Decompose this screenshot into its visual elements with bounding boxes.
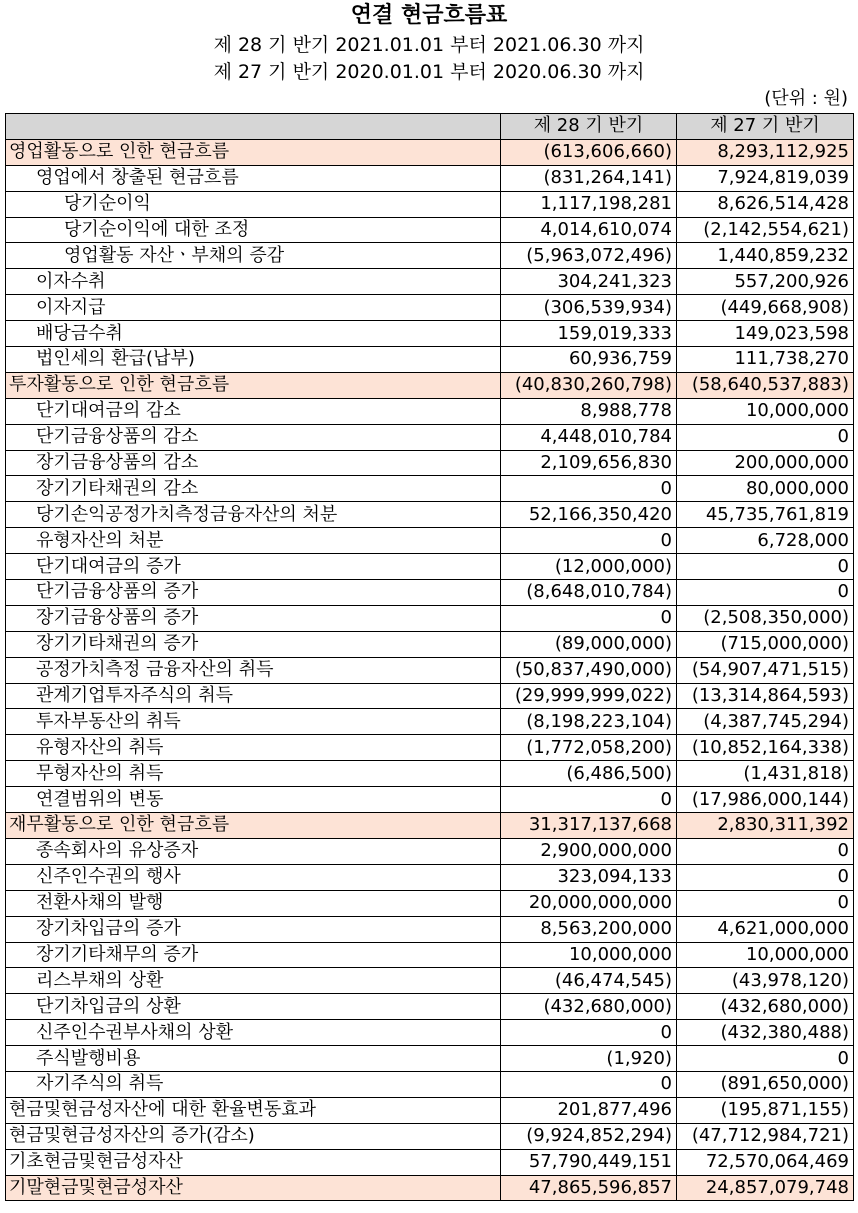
previous-period-amount: 0 — [677, 838, 854, 864]
row-label: 장기기타채무의 증가 — [6, 942, 501, 968]
current-period-amount: 4,448,010,784 — [501, 424, 677, 450]
previous-period-amount: 557,200,926 — [677, 269, 854, 295]
row-label: 신주인수권의 행사 — [6, 864, 501, 890]
row-label: 단기대여금의 감소 — [6, 398, 501, 424]
previous-period-amount: (4,387,745,294) — [677, 709, 854, 735]
previous-period-amount: 0 — [677, 1046, 854, 1072]
header-item — [6, 114, 501, 140]
row-label: 주식발행비용 — [6, 1046, 501, 1072]
current-period-amount: (89,000,000) — [501, 631, 677, 657]
table-row — [6, 217, 854, 243]
current-period-amount: 20,000,000,000 — [501, 890, 677, 916]
current-period-amount: 8,563,200,000 — [501, 916, 677, 942]
table-row — [6, 580, 854, 606]
previous-period-amount: (449,668,908) — [677, 295, 854, 321]
table-row — [6, 1046, 854, 1072]
previous-period-amount: (715,000,000) — [677, 631, 854, 657]
row-label: 공정가치측정 금융자산의 취득 — [6, 657, 501, 683]
table-row — [6, 631, 854, 657]
table-row — [6, 450, 854, 476]
current-period-amount: 0 — [501, 476, 677, 502]
current-period-amount: 10,000,000 — [501, 942, 677, 968]
row-label: 배당금수취 — [6, 321, 501, 347]
table-row — [6, 398, 854, 424]
previous-period-amount: 200,000,000 — [677, 450, 854, 476]
current-period-amount: (306,539,934) — [501, 295, 677, 321]
row-label: 현금및현금성자산의 증가(감소) — [6, 1123, 501, 1149]
previous-period-amount: (47,712,984,721) — [677, 1123, 854, 1149]
previous-period-amount: 7,924,819,039 — [677, 165, 854, 191]
row-label: 종속회사의 유상증자 — [6, 838, 501, 864]
row-label: 영업활동 자산ㆍ부채의 증감 — [6, 243, 501, 269]
table-row — [6, 554, 854, 580]
current-period-amount: 304,241,323 — [501, 269, 677, 295]
row-label: 기초현금및현금성자산 — [6, 1149, 501, 1175]
previous-period-amount: 0 — [677, 580, 854, 606]
section-row — [6, 813, 854, 839]
row-label: 연결범위의 변동 — [6, 787, 501, 813]
row-label: 신주인수권부사채의 상환 — [6, 1020, 501, 1046]
previous-period-amount: (432,680,000) — [677, 994, 854, 1020]
previous-period-amount: 8,293,112,925 — [677, 139, 854, 165]
previous-period-amount: 0 — [677, 554, 854, 580]
current-period-amount: (6,486,500) — [501, 761, 677, 787]
previous-period-amount: (2,142,554,621) — [677, 217, 854, 243]
previous-period-amount: 111,738,270 — [677, 347, 854, 373]
section-row — [6, 139, 854, 165]
current-period-amount: (1,772,058,200) — [501, 735, 677, 761]
current-period-amount: (831,264,141) — [501, 165, 677, 191]
current-period-amount: (8,198,223,104) — [501, 709, 677, 735]
previous-period-amount: (1,431,818) — [677, 761, 854, 787]
current-period-amount: 159,019,333 — [501, 321, 677, 347]
row-label: 투자활동으로 인한 현금흐름 — [6, 372, 501, 398]
row-label: 유형자산의 처분 — [6, 528, 501, 554]
table-row — [6, 424, 854, 450]
previous-period-amount: (58,640,537,883) — [677, 372, 854, 398]
row-label: 법인세의 환급(납부) — [6, 347, 501, 373]
row-label: 기말현금및현금성자산 — [6, 1175, 501, 1201]
previous-period-amount: 10,000,000 — [677, 398, 854, 424]
previous-period-amount: 24,857,079,748 — [677, 1175, 854, 1201]
table-row — [6, 476, 854, 502]
table-row — [6, 1097, 854, 1123]
table-row — [6, 321, 854, 347]
table-row — [6, 1123, 854, 1149]
current-period-amount: (50,837,490,000) — [501, 657, 677, 683]
previous-period-amount: 45,735,761,819 — [677, 502, 854, 528]
previous-period-amount: 1,440,859,232 — [677, 243, 854, 269]
previous-period-amount: 80,000,000 — [677, 476, 854, 502]
current-period-amount: 1,117,198,281 — [501, 191, 677, 217]
current-period-amount: (9,924,852,294) — [501, 1123, 677, 1149]
row-label: 단기차입금의 상환 — [6, 994, 501, 1020]
previous-period-amount: (2,508,350,000) — [677, 605, 854, 631]
table-row — [6, 1020, 854, 1046]
previous-period-amount: 0 — [677, 890, 854, 916]
section-row — [6, 1175, 854, 1201]
current-period-amount: (12,000,000) — [501, 554, 677, 580]
previous-period-amount: (17,986,000,144) — [677, 787, 854, 813]
row-label: 단기대여금의 증가 — [6, 554, 501, 580]
table-row — [6, 864, 854, 890]
current-period-amount: 0 — [501, 528, 677, 554]
row-label: 현금및현금성자산에 대한 환율변동효과 — [6, 1097, 501, 1123]
current-period-amount: 0 — [501, 1020, 677, 1046]
table-row — [6, 994, 854, 1020]
row-label: 영업에서 창출된 현금흐름 — [6, 165, 501, 191]
table-row — [6, 1071, 854, 1097]
row-label: 단기금융상품의 증가 — [6, 580, 501, 606]
current-period-amount: (5,963,072,496) — [501, 243, 677, 269]
header-previous-period: 제 27 기 반기 — [677, 114, 854, 140]
previous-period-amount: (54,907,471,515) — [677, 657, 854, 683]
current-period-amount: 201,877,496 — [501, 1097, 677, 1123]
current-period-amount: 47,865,596,857 — [501, 1175, 677, 1201]
current-period-amount: (40,830,260,798) — [501, 372, 677, 398]
row-label: 장기차입금의 증가 — [6, 916, 501, 942]
current-period-amount: 31,317,137,668 — [501, 813, 677, 839]
current-period-amount: 4,014,610,074 — [501, 217, 677, 243]
current-period-amount: (613,606,660) — [501, 139, 677, 165]
row-label: 무형자산의 취득 — [6, 761, 501, 787]
previous-period-amount: (195,871,155) — [677, 1097, 854, 1123]
table-row — [6, 605, 854, 631]
previous-period-amount: 2,830,311,392 — [677, 813, 854, 839]
table-row — [6, 502, 854, 528]
row-label: 자기주식의 취득 — [6, 1071, 501, 1097]
current-period-amount: 0 — [501, 605, 677, 631]
current-period-amount: 2,109,656,830 — [501, 450, 677, 476]
previous-period-amount: (43,978,120) — [677, 968, 854, 994]
current-period-amount: (29,999,999,022) — [501, 683, 677, 709]
period-current: 제 28 기 반기 2021.01.01 부터 2021.06.30 까지 — [213, 34, 645, 56]
table-row — [6, 528, 854, 554]
row-label: 장기기타채권의 증가 — [6, 631, 501, 657]
current-period-amount: 8,988,778 — [501, 398, 677, 424]
previous-period-amount: (891,650,000) — [677, 1071, 854, 1097]
current-period-amount: 0 — [501, 1071, 677, 1097]
table-row — [6, 269, 854, 295]
table-row — [6, 657, 854, 683]
table-row — [6, 761, 854, 787]
row-label: 장기기타채권의 감소 — [6, 476, 501, 502]
table-row — [6, 709, 854, 735]
table-row — [6, 735, 854, 761]
table-row — [6, 942, 854, 968]
table-row — [6, 165, 854, 191]
previous-period-amount: (10,852,164,338) — [677, 735, 854, 761]
current-period-amount: (8,648,010,784) — [501, 580, 677, 606]
statement-title: 연결 현금흐름표 — [350, 3, 508, 28]
table-row — [6, 243, 854, 269]
current-period-amount: (432,680,000) — [501, 994, 677, 1020]
table-header-row — [6, 114, 854, 140]
current-period-amount: 2,900,000,000 — [501, 838, 677, 864]
table-row — [6, 191, 854, 217]
row-label: 단기금융상품의 감소 — [6, 424, 501, 450]
row-label: 이자지급 — [6, 295, 501, 321]
row-label: 이자수취 — [6, 269, 501, 295]
table-row — [6, 683, 854, 709]
row-label: 당기순이익 — [6, 191, 501, 217]
table-row — [6, 838, 854, 864]
header-current-period: 제 28 기 반기 — [501, 114, 677, 140]
table-row — [6, 295, 854, 321]
table-row — [6, 916, 854, 942]
current-period-amount: 60,936,759 — [501, 347, 677, 373]
section-row — [6, 372, 854, 398]
row-label: 전환사채의 발행 — [6, 890, 501, 916]
table-row — [6, 968, 854, 994]
previous-period-amount: 10,000,000 — [677, 942, 854, 968]
row-label: 당기손익공정가치측정금융자산의 처분 — [6, 502, 501, 528]
unit-label: (단위 : 원) — [764, 88, 848, 109]
table-row — [6, 347, 854, 373]
previous-period-amount: 6,728,000 — [677, 528, 854, 554]
table-row — [6, 1149, 854, 1175]
current-period-amount: 57,790,449,151 — [501, 1149, 677, 1175]
row-label: 투자부동산의 취득 — [6, 709, 501, 735]
current-period-amount: (1,920) — [501, 1046, 677, 1072]
row-label: 리스부채의 상환 — [6, 968, 501, 994]
row-label: 장기금융상품의 증가 — [6, 605, 501, 631]
previous-period-amount: (432,380,488) — [677, 1020, 854, 1046]
previous-period-amount: 4,621,000,000 — [677, 916, 854, 942]
previous-period-amount: (13,314,864,593) — [677, 683, 854, 709]
row-label: 영업활동으로 인한 현금흐름 — [6, 139, 501, 165]
previous-period-amount: 0 — [677, 424, 854, 450]
previous-period-amount: 72,570,064,469 — [677, 1149, 854, 1175]
row-label: 유형자산의 취득 — [6, 735, 501, 761]
table-row — [6, 890, 854, 916]
previous-period-amount: 149,023,598 — [677, 321, 854, 347]
row-label: 관계기업투자주식의 취득 — [6, 683, 501, 709]
cash-flow-table — [5, 113, 854, 1201]
table-row — [6, 787, 854, 813]
previous-period-amount: 8,626,514,428 — [677, 191, 854, 217]
row-label: 당기순이익에 대한 조정 — [6, 217, 501, 243]
current-period-amount: (46,474,545) — [501, 968, 677, 994]
current-period-amount: 323,094,133 — [501, 864, 677, 890]
period-previous: 제 27 기 반기 2020.01.01 부터 2020.06.30 까지 — [213, 61, 645, 83]
current-period-amount: 0 — [501, 787, 677, 813]
row-label: 재무활동으로 인한 현금흐름 — [6, 813, 501, 839]
current-period-amount: 52,166,350,420 — [501, 502, 677, 528]
row-label: 장기금융상품의 감소 — [6, 450, 501, 476]
previous-period-amount: 0 — [677, 864, 854, 890]
